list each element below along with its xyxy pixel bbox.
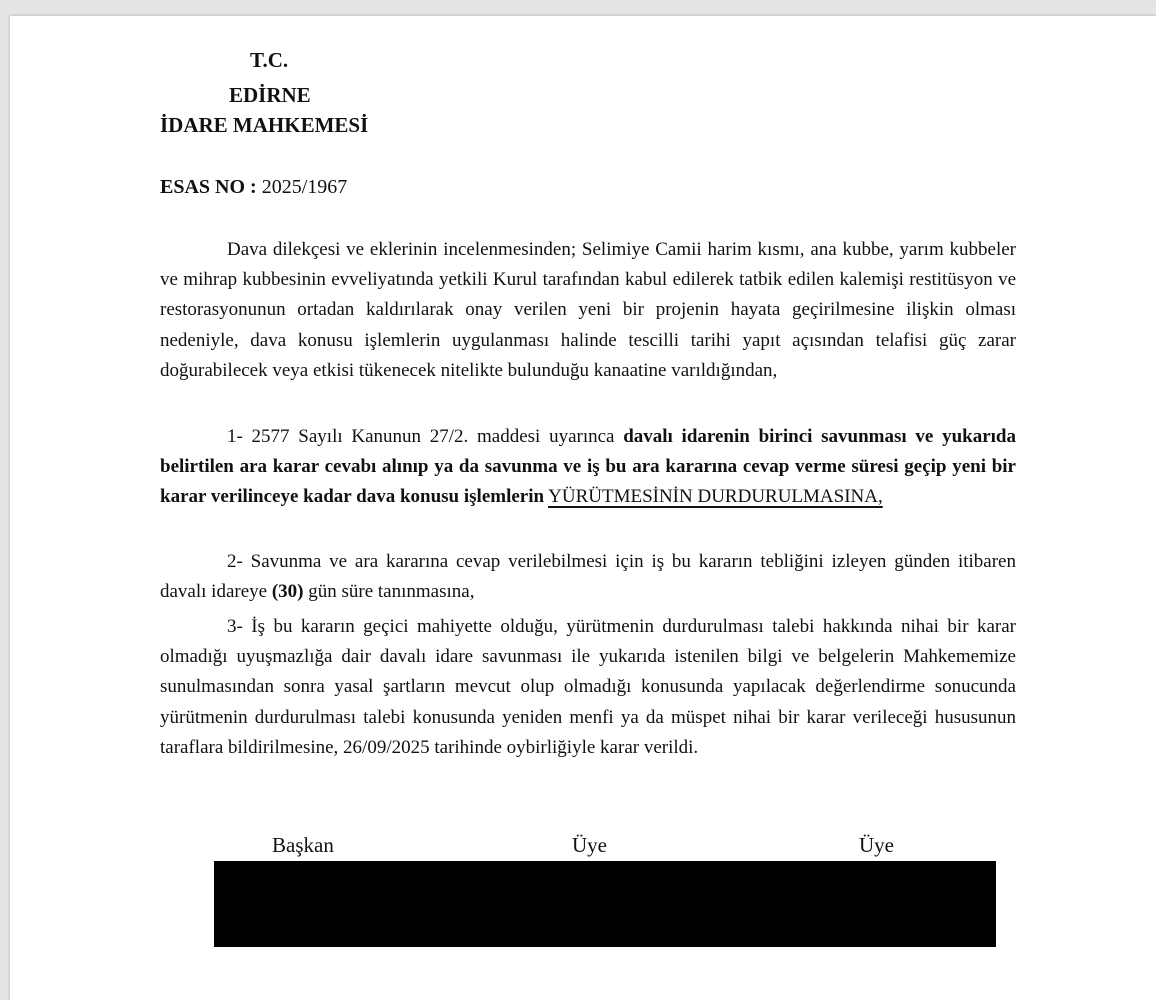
header-court: İDARE MAHKEMESİ (160, 113, 369, 137)
item-2-text: 2- Savunma ve ara kararına cevap verilebilmesi için iş bu kararın tebliğini izleyen günden itibaren davalı idareye (160, 551, 1016, 603)
signature-member-1: Üye (572, 833, 607, 857)
item-1-emphasis: YÜRÜTMESİNİN DURDURULMASINA, (548, 486, 883, 508)
decision-item-3: 3- İş bu kararın geçici mahiyette olduğu, yürütmenin durdurulması talebi hakkında nihai bir karar olmadığı uyuşmazlığa dair davalı idare savunması ile yukarıda istenilen bilgi ve belgelerin Mahkememize sunulmasından sonra yasal şartların mevcut olup olmadığı konusunda yapılacak değerlendirme sonucunda yürütmenin durdurulması talebi konusunda yeniden menfi ya da müspet nihai bir karar verileceği hususunun taraflara bildirilmesine, 26/09/2025 tarihinde oybirliğiyle karar verildi. (160, 616, 1016, 758)
item-2-days: (30) (271, 581, 304, 603)
item-2-text-after: gün süre tanınmasına, (308, 581, 475, 603)
case-number-label: ESAS NO : (160, 176, 257, 198)
header-country: T.C. (250, 48, 289, 72)
signature-redaction (214, 861, 996, 947)
decision-item-2 (160, 547, 1016, 607)
case-number-value: 2025/1967 (261, 176, 348, 198)
intro-paragraph: Dava dilekçesi ve eklerinin incelenmesinden; Selimiye Camii harim kısmı, ana kubbe, yarım kubbeler ve mihrap kubbesinin evveliyatında yetkili Kurul tarafından kabul edilerek tatbik edilen kalemişi restitüsyon ve restorasyonunun ortadan kaldırılarak onay verilen yeni bir projenin hayata geçirilmesine ilişkin olması nedeniyle, dava konusu işlemlerin uygulanması halinde tescilli tarihi yapıt açısından telafisi güç zarar doğurabilecek veya etkisi tükenecek nitelikte bulunduğu kanaatine varıldığından, (160, 239, 1016, 381)
document-page (10, 16, 1156, 1000)
decision-item-1 (160, 422, 1016, 513)
header-city: EDİRNE (229, 83, 311, 107)
case-number-line (160, 176, 347, 199)
item-1-lead: 1- 2577 Sayılı Kanunun 27/2. maddesi uyarınca (227, 426, 615, 447)
item-1-bold: davalı idarenin birinci savunması ve yukarıda belirtilen ara karar cevabı alınıp ya da savunma ve iş bu ara kararına cevap verme süresi geçip yeni bir karar verilinceye kadar dava konusu işlemlerin (160, 426, 1016, 508)
signature-member-2: Üye (859, 833, 894, 857)
signature-president: Başkan (272, 833, 334, 857)
